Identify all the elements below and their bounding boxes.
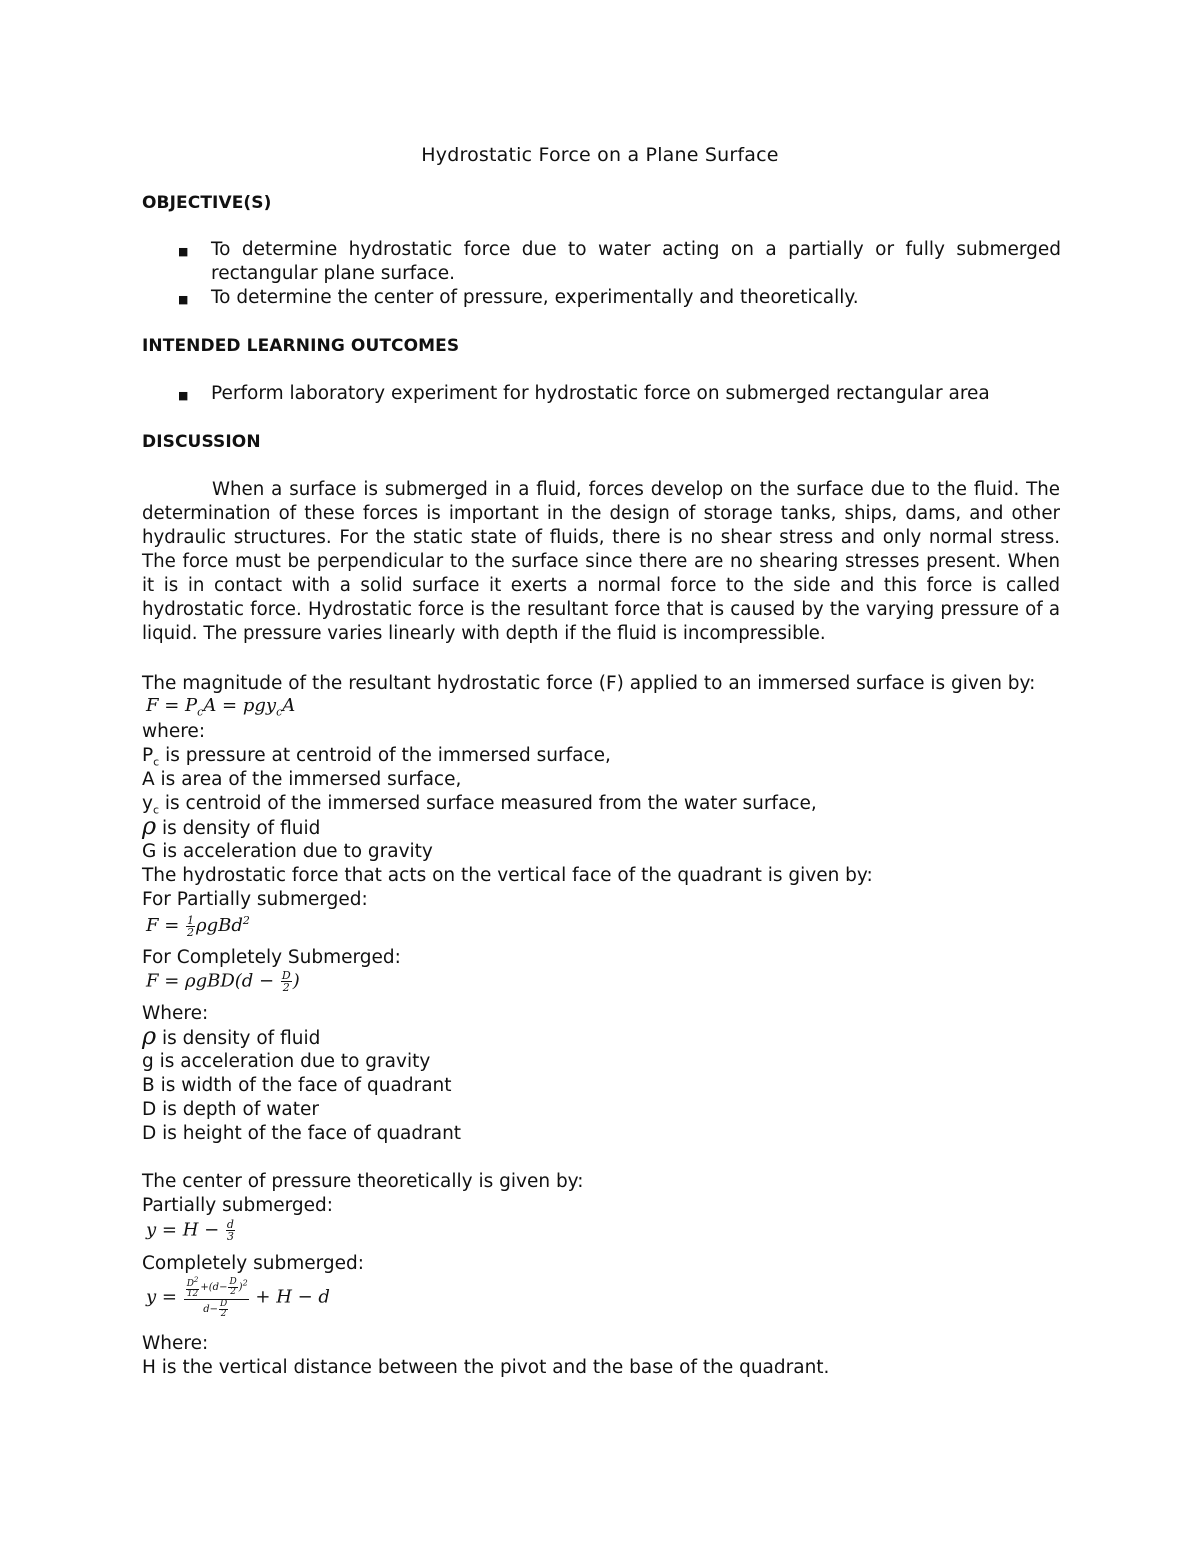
- bullet-icon: ■: [178, 389, 189, 402]
- objective-item: To determine the center of pressure, experimentally and theoretically.: [211, 287, 859, 308]
- area-definition: A is area of the immersed surface,: [142, 769, 462, 790]
- objective-item: To determine hydrostatic force due to water acting on a partially or fully submerged rectangular plane surface.: [211, 239, 1061, 284]
- cp-partial-equation: y = H − $\frac{d}{3}$: [146, 1218, 234, 1243]
- complete-label: For Completely Submerged:: [142, 947, 401, 968]
- partial-force-equation: F = $\frac{1}{2}$ ρgBd$^2$: [146, 913, 250, 939]
- where-label: where:: [142, 721, 206, 742]
- page-title: Hydrostatic Force on a Plane Surface: [421, 144, 779, 166]
- rho-definition: ρ is density of fluid: [142, 812, 321, 840]
- objectives-heading: OBJECTIVE(S): [142, 193, 272, 213]
- gravity-definition: G is acceleration due to gravity: [142, 841, 433, 862]
- discussion-paragraph: [142, 478, 1060, 646]
- complete-force-equation: F = ρgBD(d − $\frac{D}{2}$ ): [146, 969, 300, 994]
- height-definition: D is height of the face of quadrant: [142, 1123, 462, 1144]
- d-definition: D is depth of water: [142, 1099, 319, 1120]
- discussion-text: When a surface is submerged in a fluid, forces develop on the surface due to the fluid. The determination of these forces is important in the design of storage tanks, ships, dams, and other hydraulic structures. For the static state of fluids, there is no shear stress and only normal stress. The force must be perpendicular to the surface since there are no shearing stresses present. When it is in contact with a solid surface it exerts a normal force to the side and this force is called hydrostatic force. Hydrostatic force is the resultant force that is caused by the varying pressure of a liquid. The pressure varies linearly with depth if the fluid is incompressible.: [142, 479, 1060, 644]
- outcome-item: Perform laboratory experiment for hydrostatic force on submerged rectangular area: [211, 383, 990, 404]
- partial-label: For Partially submerged:: [142, 889, 368, 910]
- bullet-icon: ■: [178, 245, 189, 258]
- rho-definition: ρ is density of fluid: [142, 1022, 321, 1050]
- where-label: Where:: [142, 1003, 209, 1024]
- yc-definition: $y_c$ is centroid of the immersed surface measured from the water surface,: [142, 793, 817, 817]
- h-definition: H is the vertical distance between the pivot and the base of the quadrant.: [142, 1357, 830, 1378]
- cp-intro: The center of pressure theoretically is given by:: [142, 1171, 584, 1192]
- pc-definition: $P_c$ is pressure at centroid of the immersed surface,: [142, 745, 611, 769]
- g-definition: g is acceleration due to gravity: [142, 1051, 431, 1072]
- quadrant-intro: The hydrostatic force that acts on the vertical face of the quadrant is given by:: [142, 865, 873, 886]
- b-definition: B is width of the face of quadrant: [142, 1075, 452, 1096]
- force-equation: $F = P_cA = pgy_cA$: [146, 695, 296, 719]
- cp-partial-label: Partially submerged:: [142, 1195, 333, 1216]
- magnitude-intro: The magnitude of the resultant hydrostatic force (F) applied to an immersed surface is given by:: [142, 673, 1036, 694]
- cp-complete-label: Completely submerged:: [142, 1253, 365, 1274]
- where-label: Where:: [142, 1333, 209, 1354]
- cp-complete-equation: y = $\frac{D^2}{12}$ +(d− $\frac{D}{2}$ )$^2$ d− $\frac{D}{2}$ + H − d: [146, 1276, 330, 1319]
- discussion-heading: DISCUSSION: [142, 432, 261, 452]
- bullet-icon: ■: [178, 293, 189, 306]
- outcomes-heading: INTENDED LEARNING OUTCOMES: [142, 336, 460, 356]
